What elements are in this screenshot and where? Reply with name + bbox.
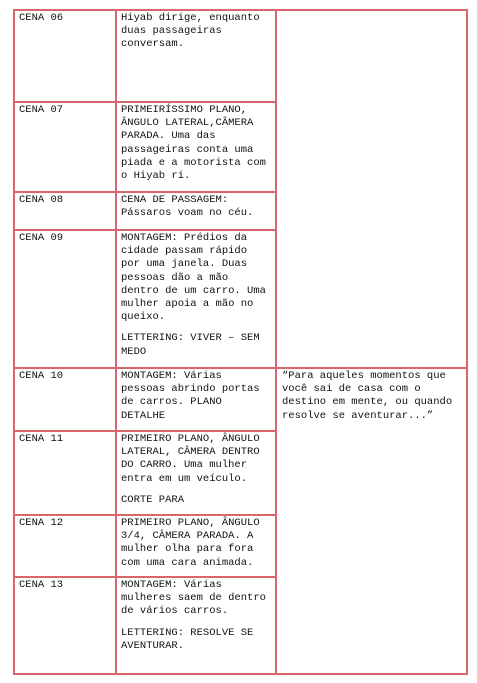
scene-label: CENA 09 [19, 232, 64, 244]
description-cell [115, 367, 277, 432]
scene-cell [13, 367, 117, 432]
scene-label: CENA 06 [19, 12, 64, 24]
scene-cell [13, 430, 117, 516]
description-cell [115, 430, 277, 516]
scene-label: CENA 07 [19, 104, 64, 116]
narration-cell-empty [275, 9, 468, 369]
description-text: PRIMEIRÍSSIMO PLANO, ÂNGULO LATERAL,CÂMERA PARADA. Uma das passageiras conta uma piada e a motorista com o Hiyab ri. [121, 104, 266, 183]
scene-cell [13, 191, 117, 231]
scene-label: CENA 13 [19, 579, 64, 591]
scene-cell [13, 101, 117, 193]
narration-cell [275, 367, 468, 675]
description-text: MONTAGEM: Várias mulheres saem de dentro de vários carros. [121, 579, 266, 618]
lettering-text: LETTERING: RESOLVE SE AVENTURAR. [121, 626, 254, 652]
description-cell [115, 101, 277, 193]
scene-cell [13, 229, 117, 369]
narration-text: “Para aqueles momentos que você sai de casa com o destino em mente, ou quando resolve se aventurar...” [282, 370, 453, 422]
description-text: Hiyab dirige, enquanto duas passageiras conversam. [121, 12, 260, 51]
scene-label: CENA 08 [19, 194, 64, 206]
scene-label: CENA 10 [19, 370, 64, 382]
description-cell [115, 576, 277, 675]
scene-cell [13, 576, 117, 675]
description-cell [115, 514, 277, 578]
scene-cell [13, 9, 117, 103]
description-text: MONTAGEM: Prédios da cidade passam rápido por uma janela. Duas pessoas dão a mão dentro de um carro. Uma mulher apoia a mão no queixo. [121, 232, 266, 324]
description-text: PRIMEIRO PLANO, ÂNGULO 3/4, CÂMERA PARADA. A mulher olha para fora com uma cara animada. [121, 517, 260, 569]
transition-text: CORTE PARA [121, 493, 185, 506]
description-text: MONTAGEM: Várias pessoas abrindo portas de carros. PLANO DETALHE [121, 370, 260, 422]
description-cell [115, 229, 277, 369]
lettering-text: LETTERING: VIVER – SEM MEDO [121, 332, 260, 358]
scene-cell [13, 514, 117, 578]
scene-label: CENA 11 [19, 433, 64, 445]
description-text: PRIMEIRO PLANO, ÂNGULO LATERAL, CÂMERA DENTRO DO CARRO. Uma mulher entra em um veículo. [121, 433, 260, 485]
description-text: CENA DE PASSAGEM: Pássaros voam no céu. [121, 194, 254, 220]
description-cell [115, 9, 277, 103]
description-cell [115, 191, 277, 231]
scene-label: CENA 12 [19, 517, 64, 529]
